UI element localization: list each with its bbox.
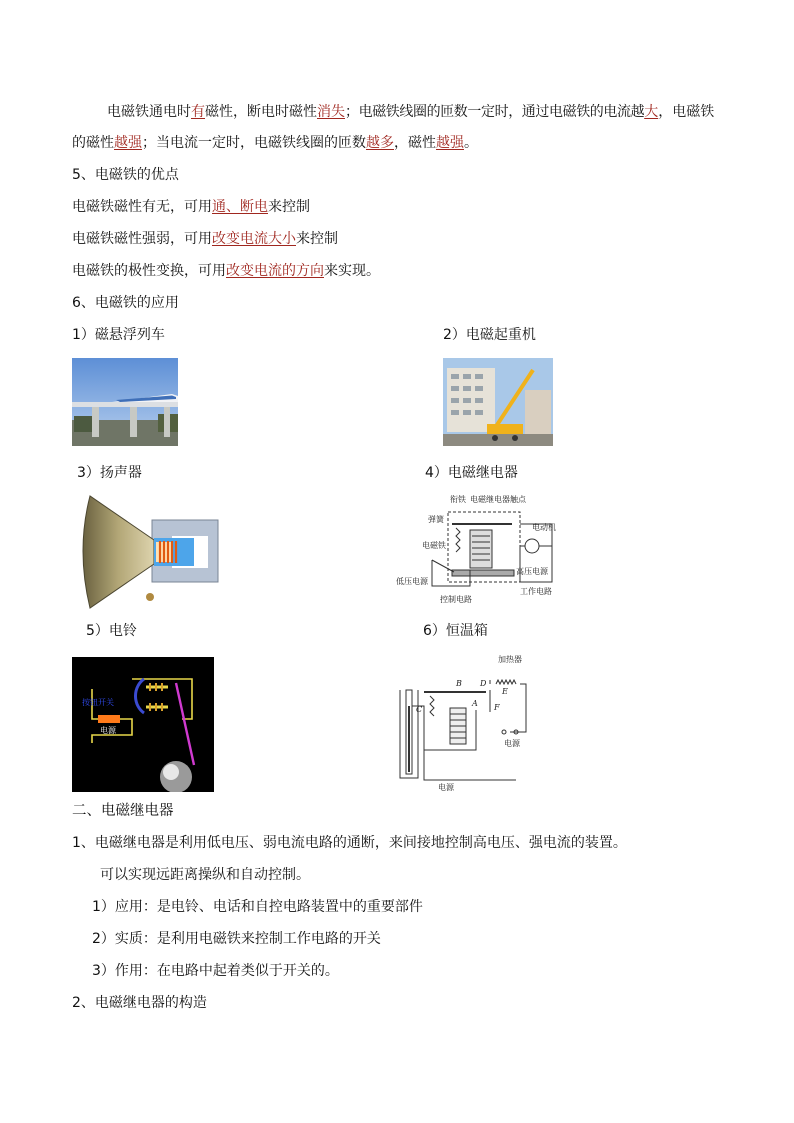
part2-para1-continued: 可以实现远距离操纵和自动控制。 — [100, 867, 310, 883]
section5-heading: 5、电磁铁的优点 — [72, 167, 179, 183]
label-A: A — [472, 699, 478, 708]
answer-yueqiang-2: 越强 — [436, 135, 464, 151]
part2-para2: 2、电磁继电器的构造 — [72, 995, 207, 1011]
label-motor: 电动机 — [532, 523, 556, 532]
section6-heading: 6、电磁铁的应用 — [72, 295, 179, 311]
label-spring: 弹簧 — [428, 515, 444, 524]
answer-yueqiang-1: 越强 — [114, 135, 142, 151]
label-power-right: 电源 — [504, 739, 520, 748]
label-A-B: B — [456, 679, 462, 688]
answer-gaibian-fangxiang: 改变电流的方向 — [226, 263, 324, 279]
part2-sub1: 1）应用：是电铃、电话和自控电路装置中的重要部件 — [92, 899, 423, 915]
answer-da: 大 — [644, 104, 659, 120]
crane-photo — [443, 358, 553, 446]
part2-heading: 二、电磁继电器 — [72, 803, 174, 819]
answer-xiaoshi: 消失 — [317, 104, 345, 120]
label-control-circuit: 控制电路 — [440, 595, 472, 604]
app-item-maglev: 1）磁悬浮列车 — [72, 327, 165, 343]
label-push-switch: 按钮开关 — [82, 698, 114, 707]
advantage-3: 电磁铁的极性变换，可用改变电流的方向来实现。 — [72, 263, 380, 279]
part2-para1: 1、电磁继电器是利用低电压、弱电流电路的通断，来间接地控制高电压、强电流的装置。 — [72, 835, 627, 851]
answer-yueduo: 越多 — [366, 135, 394, 151]
answer-tongduandian: 通、断电 — [212, 199, 268, 215]
para1-line2: 的磁性越强；当电流一定时，电磁铁线圈的匝数越多，磁性越强。 — [72, 135, 478, 151]
app-item-thermostat: 6）恒温箱 — [423, 623, 488, 639]
speaker-photo — [72, 490, 222, 612]
label-F: F — [494, 703, 500, 712]
app-item-bell: 5）电铃 — [86, 623, 137, 639]
label-electromagnet: 电磁铁 — [422, 541, 446, 550]
advantage-1: 电磁铁磁性有无，可用通、断电来控制 — [72, 199, 310, 215]
maglev-train-photo — [72, 358, 178, 446]
electric-bell-diagram — [72, 657, 214, 792]
part2-sub3: 3）作用：在电路中起着类似于开关的。 — [92, 963, 339, 979]
label-bell-power: 电源 — [100, 726, 116, 735]
relay-diagram — [392, 490, 564, 608]
label-C: C — [416, 705, 423, 714]
label-heater: 加热器 — [498, 655, 522, 664]
label-E: E — [502, 687, 508, 696]
label-work-circuit: 工作电路 — [520, 587, 552, 596]
app-item-crane: 2）电磁起重机 — [443, 327, 536, 343]
label-low-voltage: 低压电源 — [396, 577, 428, 586]
label-D: D — [480, 679, 487, 688]
advantage-2: 电磁铁磁性强弱，可用改变电流大小来控制 — [72, 231, 338, 247]
app-item-speaker: 3）扬声器 — [77, 465, 142, 481]
label-armature: 衔铁 — [450, 495, 466, 504]
thermostat-diagram — [386, 650, 538, 792]
label-high-voltage: 高压电源 — [516, 567, 548, 576]
label-contact: 触点 — [510, 495, 526, 504]
label-power-bottom: 电源 — [438, 783, 454, 792]
part2-sub2: 2）实质：是利用电磁铁来控制工作电路的开关 — [92, 931, 381, 947]
app-item-relay: 4）电磁继电器 — [425, 465, 518, 481]
answer-you: 有 — [191, 104, 205, 120]
para1-line1: 电磁铁通电时有磁性，断电时磁性消失；电磁铁线圈的匝数一定时，通过电磁铁的电流越大，电磁铁 — [107, 104, 715, 120]
label-relay: 电磁继电器 — [470, 495, 510, 504]
answer-gaibian-daxiao: 改变电流大小 — [212, 231, 296, 247]
